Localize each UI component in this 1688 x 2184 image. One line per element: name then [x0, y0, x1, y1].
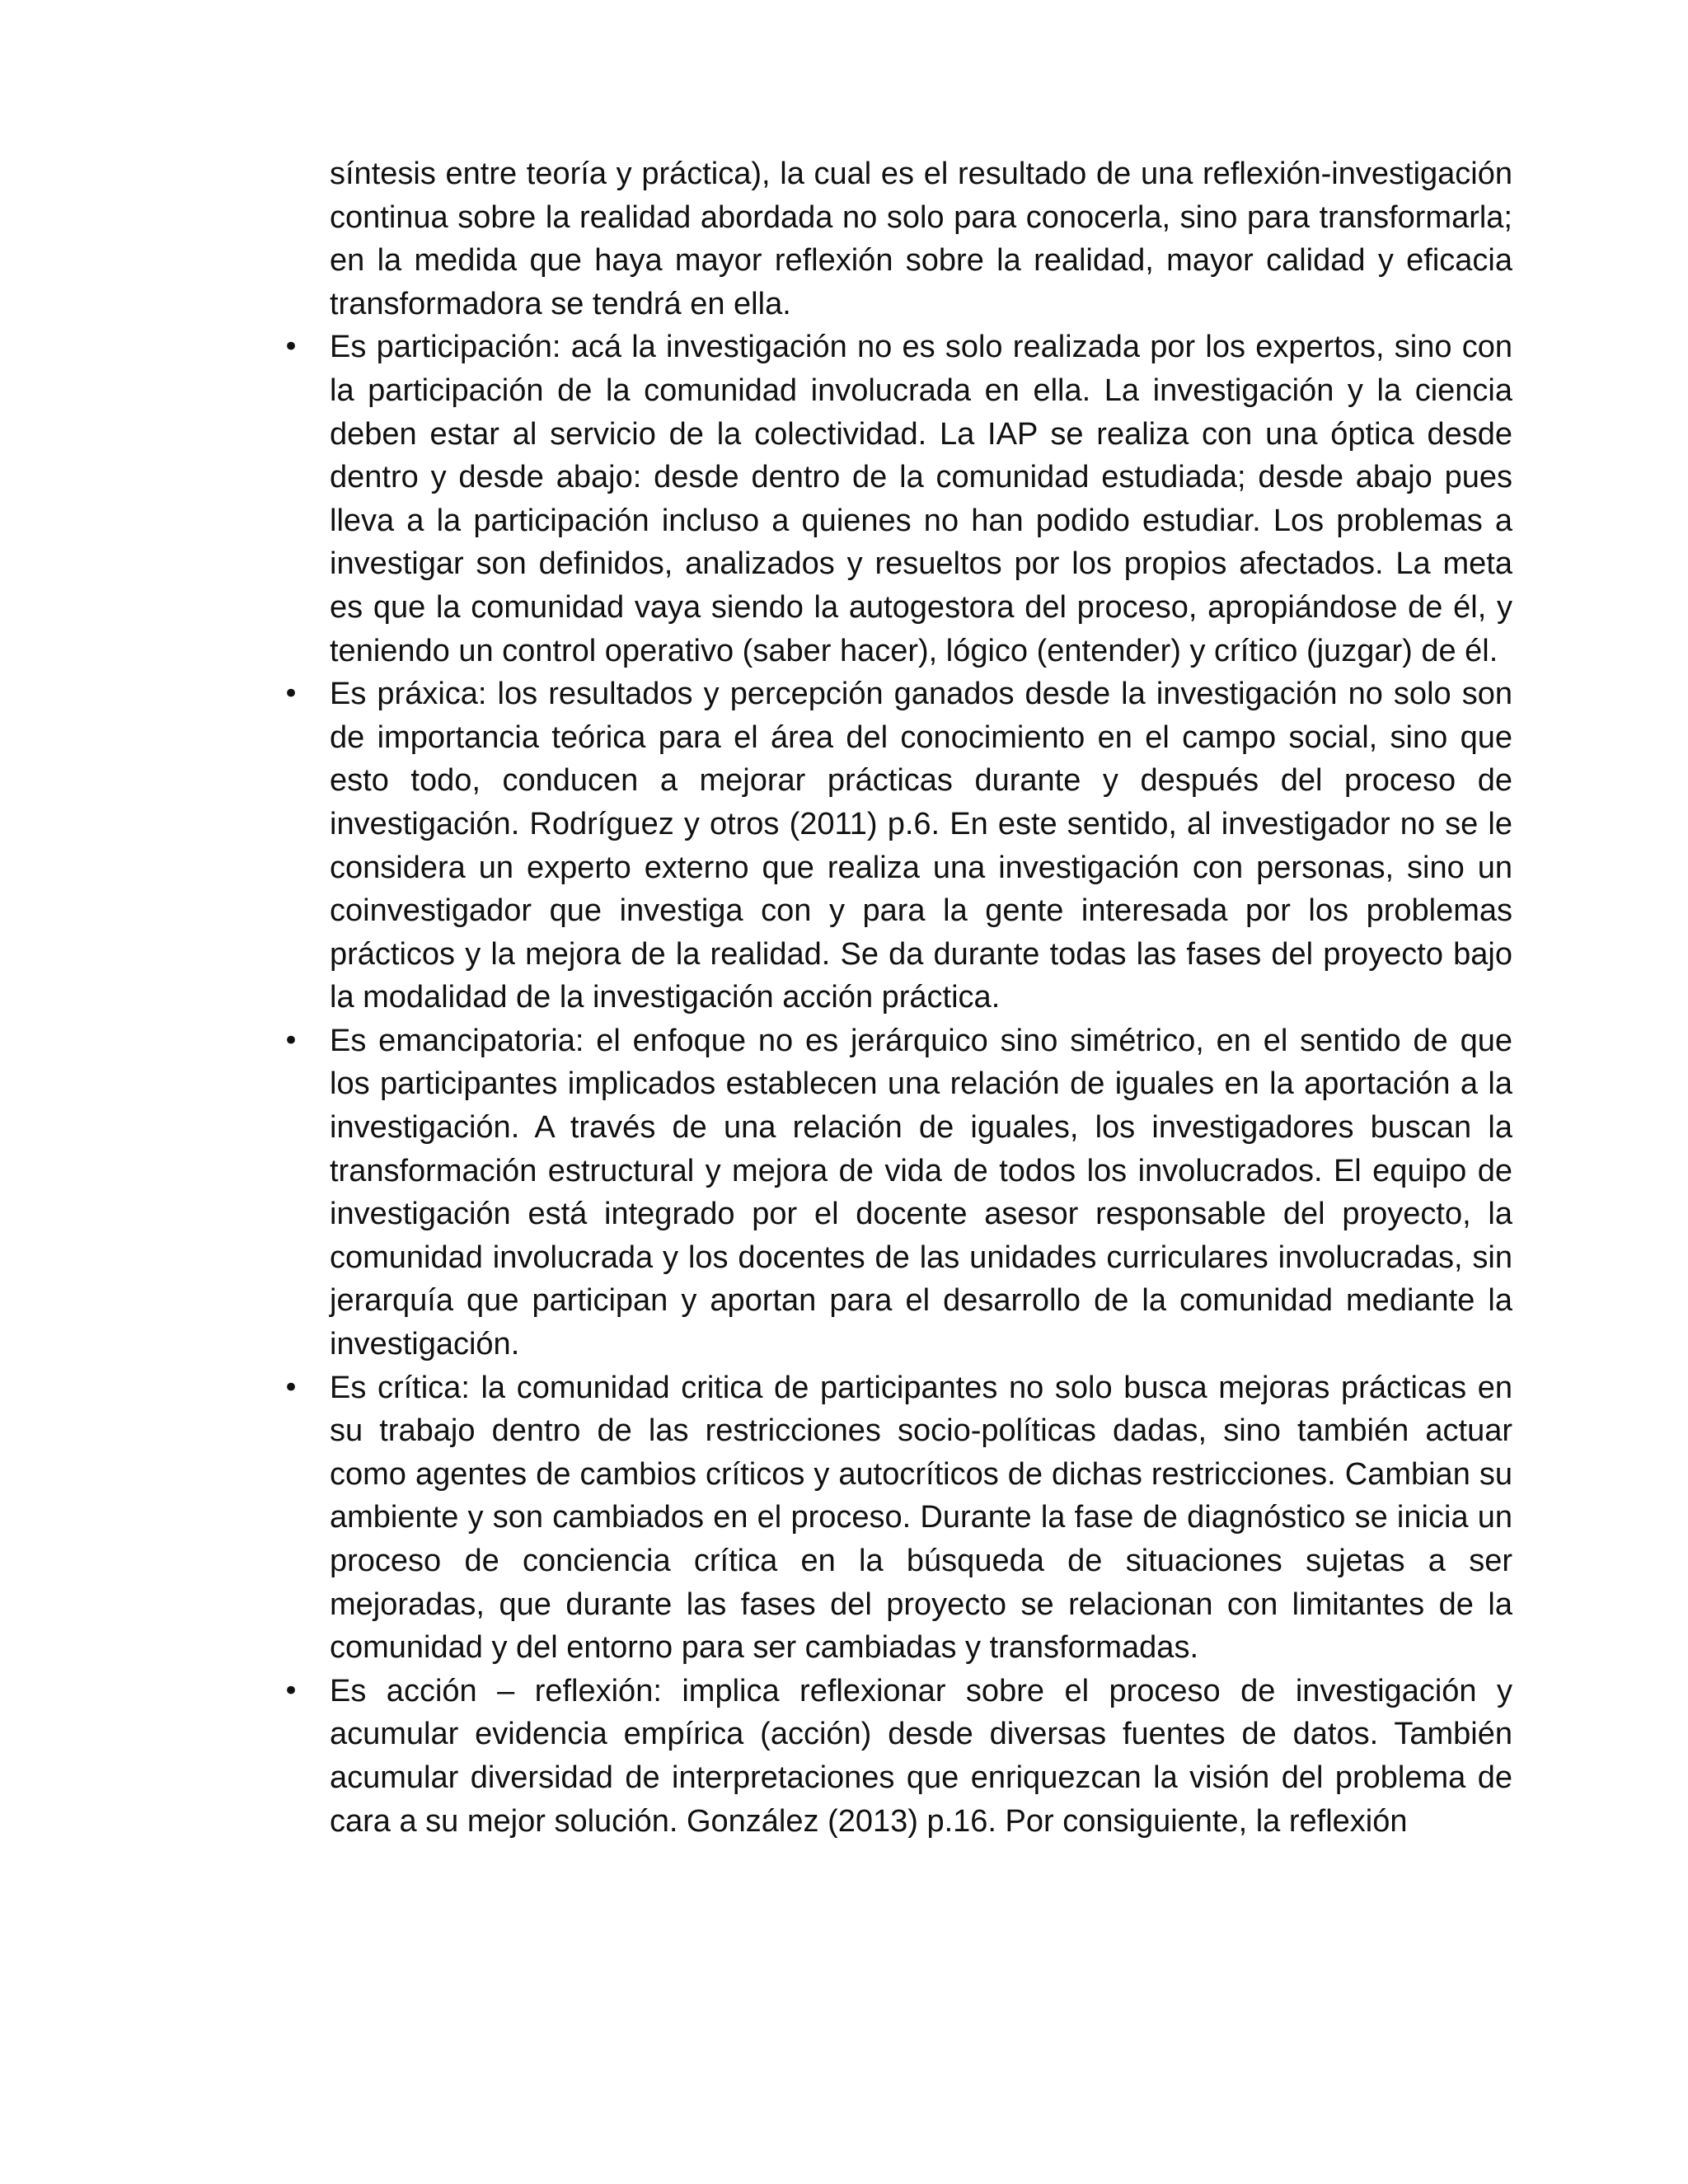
- list-item-text: Es participación: acá la investigación no es solo realizada por los expertos, sino con la participación de la comunidad involucrada en ella. La investigación y la ciencia deben estar al servicio de la colectividad. La IAP se realiza con una óptica desde dentro y desde abajo: desde dentro de la comunidad estudiada; desde abajo pues lleva a la participación incluso a quienes no han podido estudiar. Los problemas a investigar son definidos, analizados y resueltos por los propios afectados. La meta es que la comunidad vaya siendo la autogestora del proceso, apropiándose de él, y teniendo un control operativo (saber hacer), lógico (entender) y crítico (juzgar) de él.: [330, 330, 1512, 668]
- list-item-praxica: [283, 673, 1512, 1019]
- bullet-icon: •: [283, 330, 300, 364]
- bullet-icon: •: [283, 677, 300, 711]
- list-item-text: Es crítica: la comunidad critica de participantes no solo busca mejoras prácticas en su trabajo dentro de las restricciones socio-políticas dadas, sino también actuar como agentes de cambios críticos y autocríticos de dichas restricciones. Cambian su ambiente y son cambiados en el proceso. Durante la fase de diagnóstico se inicia un proceso de conciencia crítica en la búsqueda de situaciones sujetas a ser mejoradas, que durante las fases del proyecto se relacionan con limitantes de la comunidad y del entorno para ser cambiadas y transformadas.: [330, 1370, 1512, 1666]
- intro-paragraph: síntesis entre teoría y práctica), la cual es el resultado de una reflexión-investigación continua sobre la realidad abordada no solo para conocerla, sino para transformarla; en la medida que haya mayor reflexión sobre la realidad, mayor calidad y eficacia transformadora se tendrá en ella.: [330, 157, 1512, 321]
- bullet-icon: •: [283, 1024, 300, 1057]
- bullet-icon: •: [283, 1371, 300, 1404]
- list-item-critica: [283, 1366, 1512, 1670]
- list-item-text: Es acción – reflexión: implica reflexionar sobre el proceso de investigación y acumular evidencia empírica (acción) desde diversas fuentes de datos. También acumular diversidad de interpretaciones que enriquezcan la visión del problema de cara a su mejor solución. González (2013) p.16. Por consiguiente, la reflexión: [330, 1673, 1512, 1839]
- bullet-icon: •: [283, 1674, 300, 1708]
- list-item-text: Es emancipatoria: el enfoque no es jerárquico sino simétrico, en el sentido de que los participantes implicados establecen una relación de iguales en la aportación a la investigación. A través de una relación de iguales, los investigadores buscan la transformación estructural y mejora de vida de todos los involucrados. El equipo de investigación está integrado por el docente asesor responsable del proyecto, la comunidad involucrada y los docentes de las unidades curriculares involucradas, sin jerarquía que participan y aportan para el desarrollo de la comunidad mediante la investigación.: [330, 1023, 1512, 1362]
- list-item-participacion: [283, 326, 1512, 673]
- page-body: [283, 152, 1512, 1843]
- list-item-text: Es práxica: los resultados y percepción ganados desde la investigación no solo son de importancia teórica para el área del conocimiento en el campo social, sino que esto todo, conducen a mejorar prácticas durante y después del proceso de investigación. Rodríguez y otros (2011) p.6. En este sentido, al investigador no se le considera un experto externo que realiza una investigación con personas, sino un coinvestigador que investiga con y para la gente interesada por los problemas prácticos y la mejora de la realidad. Se da durante todas las fases del proyecto bajo la modalidad de la investigación acción práctica.: [330, 677, 1512, 1015]
- characteristics-list: [283, 326, 1512, 1843]
- list-item-emancipatoria: [283, 1019, 1512, 1366]
- list-item-accion-reflexion: [283, 1670, 1512, 1843]
